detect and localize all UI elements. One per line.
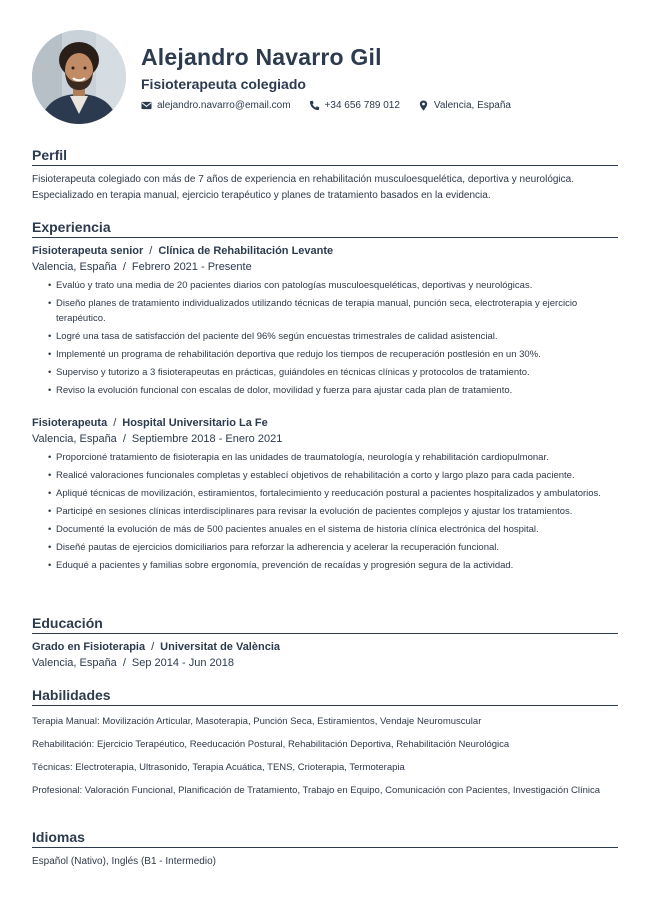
job-meta: [32, 431, 618, 447]
list-item: • Realicé valoraciones funcionales completas y establecí objetivos de rehabilitación a corto y largo plazo para cada paciente.: [48, 468, 618, 483]
resume-header: [32, 30, 622, 126]
separator: /: [149, 245, 153, 257]
list-item: • Participé en sesiones clínicas interdisciplinares para revisar la evolución de pacientes complejos y ajustar los tratamientos.: [48, 504, 618, 519]
profile-section: [32, 147, 618, 204]
list-item: • Diseñé pautas de ejercicios domiciliarios para reforzar la adherencia y acelerar la recuperación funcional.: [48, 540, 618, 555]
job-location: Valencia, España: [32, 261, 117, 273]
phone-icon: [309, 100, 320, 111]
job-company: Hospital Universitario La Fe: [122, 417, 268, 429]
job-location: Valencia, España: [32, 433, 117, 445]
job-meta: [32, 259, 618, 275]
languages-section: [32, 829, 618, 870]
education-school: Universitat de València: [160, 641, 280, 653]
experience-section: [32, 219, 618, 576]
contact-row: [141, 97, 529, 113]
location-text: Valencia, España: [433, 99, 511, 111]
list-item: • Proporcioné tratamiento de fisioterapia en las unidades de traumatología, neurología y rehabilitación cardiopulmonar.: [48, 450, 618, 465]
education-location: Valencia, España: [32, 657, 117, 669]
job-header: [32, 416, 618, 431]
profile-heading: Perfil: [32, 147, 618, 166]
skill-item: Rehabilitación: Ejercicio Terapéutico, Reeducación Postural, Rehabilitación Deportiva, Rehabilitación Neurológica: [32, 739, 510, 750]
job-role: Fisioterapeuta: [32, 417, 108, 429]
phone-text: +34 656 789 012: [324, 99, 400, 111]
skill-item: Técnicas: Electroterapia, Ultrasonido, Terapia Acuática, TENS, Crioterapia, Termoterapia: [32, 762, 405, 773]
education-meta: [32, 655, 618, 671]
education-section: [32, 615, 618, 671]
skills-heading: Habilidades: [32, 687, 618, 706]
job-role: Fisioterapeuta senior: [32, 245, 144, 257]
list-item: • Implementé un programa de rehabilitación deportiva que redujo los tiempos de recuperación postlesión en un 30%.: [48, 347, 618, 362]
job-dates: Febrero 2021 - Presente: [131, 261, 252, 273]
job-entry: [32, 416, 618, 573]
separator: /: [122, 657, 126, 669]
list-item: • Reviso la evolución funcional con escalas de dolor, movilidad y fuerza para ajustar cada plan de tratamiento.: [48, 383, 618, 398]
job-header: [32, 244, 618, 259]
skills-section: [32, 687, 618, 806]
candidate-name: Alejandro Navarro Gil: [141, 44, 382, 70]
email-text: alejandro.navarro@email.com: [157, 99, 291, 111]
candidate-title: Fisioterapeuta colegiado: [141, 76, 306, 92]
job-company: Clínica de Rehabilitación Levante: [158, 245, 334, 257]
job-bullets: [32, 278, 618, 398]
list-item: • Superviso y tutorizo a 3 fisioterapeutas en prácticas, guiándoles en técnicas clínicas y protocolos de tratamiento.: [48, 365, 618, 380]
list-item: • Documenté la evolución de más de 500 pacientes anuales en el sistema de historia clínica electrónica del hospital.: [48, 522, 618, 537]
profile-photo-illustration: [32, 30, 126, 124]
education-degree: Grado en Fisioterapia: [32, 641, 146, 653]
experience-heading: Experiencia: [32, 219, 618, 238]
languages-text: Español (Nativo), Inglés (B1 - Intermedio): [32, 856, 216, 867]
list-item: • Apliqué técnicas de movilización, estiramientos, fortalecimiento y reeducación postural a pacientes hospitalizados y ambulatorios.: [48, 486, 618, 501]
skill-item: Terapia Manual: Movilización Articular, Masoterapia, Punción Seca, Estiramientos, Vendaje Neuromuscular: [32, 716, 482, 727]
separator: /: [122, 261, 126, 273]
education-header: [32, 640, 618, 655]
education-heading: Educación: [32, 615, 618, 634]
list-item: • Diseño planes de tratamiento individualizados utilizando técnicas de terapia manual, punción seca, electroterapia y ejercicio terapéutico.: [48, 296, 618, 326]
contact-location: [418, 100, 511, 111]
education-dates: Sep 2014 - Jun 2018: [131, 657, 235, 669]
job-entry: [32, 244, 618, 398]
contact-phone[interactable]: [309, 100, 400, 111]
job-bullets: [32, 450, 618, 573]
separator: /: [122, 433, 126, 445]
list-item: • Logré una tasa de satisfacción del paciente del 96% según encuestas trimestrales de calidad asistencial.: [48, 329, 618, 344]
contact-email[interactable]: [141, 100, 291, 111]
profile-summary: Fisioterapeuta colegiado con más de 7 años de experiencia en rehabilitación musculoesquelética, deportiva y neurológica. Especializado en terapia manual, ejercicio terapéutico y planes de tratamiento basados en la evidencia.: [32, 174, 575, 201]
list-item: • Eduqué a pacientes y familias sobre ergonomía, prevención de recaídas y progresión segura de la actividad.: [48, 558, 618, 573]
map-pin-icon: [418, 100, 429, 111]
list-item: • Evalúo y trato una media de 20 pacientes diarios con patologías musculoesqueléticas, deportivas y neurológicas.: [48, 278, 618, 293]
job-dates: Septiembre 2018 - Enero 2021: [131, 433, 283, 445]
separator: /: [151, 641, 155, 653]
profile-photo: [32, 30, 126, 124]
separator: /: [113, 417, 117, 429]
envelope-icon: [141, 100, 152, 111]
skill-item: Profesional: Valoración Funcional, Planificación de Tratamiento, Trabajo en Equipo, Comunicación con Pacientes, Investigación Clínica: [32, 785, 601, 796]
languages-heading: Idiomas: [32, 829, 618, 848]
